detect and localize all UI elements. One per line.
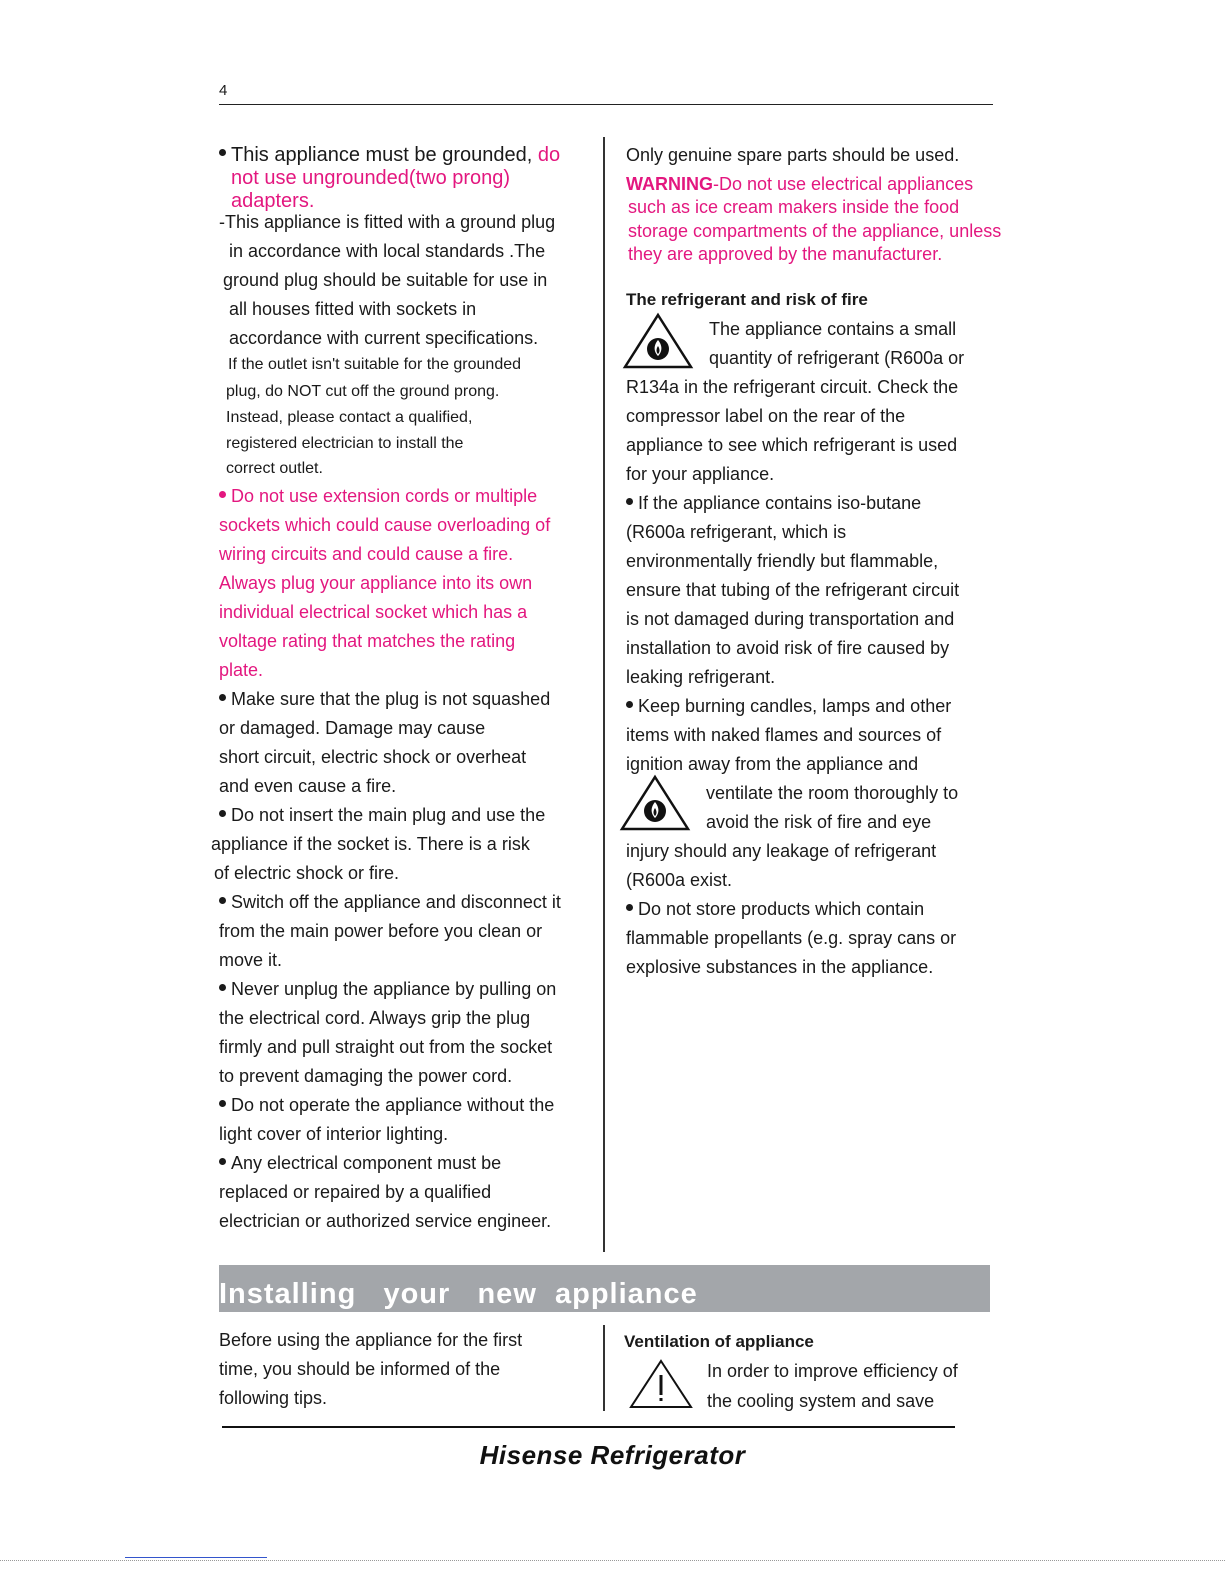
ground-bullet-pink: do bbox=[537, 144, 561, 166]
footer-link-underline bbox=[125, 1557, 267, 1558]
header-rule bbox=[219, 104, 993, 105]
extension-warning-line: Always plug your appliance into its own bbox=[219, 573, 533, 593]
electrical-component-line: electrician or authorized service engineer. bbox=[219, 1211, 552, 1231]
column-divider bbox=[603, 137, 605, 1252]
isobutane-line: ensure that tubing of the refrigerant circuit bbox=[626, 580, 960, 600]
ground-text-line: -This appliance is fitted with a ground plug bbox=[219, 212, 556, 232]
plug-damage-line: short circuit, electric shock or overheat bbox=[219, 747, 527, 767]
warning-line: storage compartments of the appliance, unless bbox=[628, 221, 1002, 241]
flames-line: items with naked flames and sources of bbox=[626, 725, 942, 745]
bullet-icon bbox=[626, 904, 633, 911]
switch-off-line: move it. bbox=[219, 950, 283, 970]
ventilation-line: In order to improve efficiency of bbox=[707, 1361, 958, 1381]
refrigerant-line: appliance to see which refrigerant is used bbox=[626, 435, 958, 455]
warning-line: such as ice cream makers inside the food bbox=[628, 197, 960, 217]
bullet-icon bbox=[219, 984, 226, 991]
ground-text-line: accordance with current specifications. bbox=[229, 328, 539, 348]
unplug-line: to prevent damaging the power cord. bbox=[219, 1066, 513, 1086]
ground-text-line: Instead, please contact a qualified, bbox=[226, 409, 473, 426]
unplug-line: firmly and pull straight out from the socket bbox=[219, 1037, 553, 1057]
refrigerant-line: compressor label on the rear of the bbox=[626, 406, 906, 426]
flames-line: ignition away from the appliance and bbox=[626, 754, 919, 774]
page-number: 4 bbox=[219, 82, 228, 99]
ground-text-line: correct outlet. bbox=[226, 460, 323, 477]
main-plug-line: appliance if the socket is. There is a risk bbox=[211, 834, 530, 854]
ground-bullet-text: This appliance must be grounded, bbox=[231, 144, 538, 166]
ground-bullet-line-3: adapters. bbox=[231, 190, 315, 212]
ventilation-line: the cooling system and save bbox=[707, 1391, 935, 1411]
unplug-line: Never unplug the appliance by pulling on bbox=[219, 978, 556, 1000]
refrigerant-heading: The refrigerant and risk of fire bbox=[626, 290, 868, 309]
ground-bullet-line-2: not use ungrounded(two prong) bbox=[231, 167, 511, 189]
flames-line: Keep burning candles, lamps and other bbox=[626, 695, 951, 717]
flames-icon-line: avoid the risk of fire and eye bbox=[706, 812, 932, 832]
extension-warning-line: plate. bbox=[219, 660, 264, 680]
ground-bullet-line-1 bbox=[219, 144, 560, 166]
ground-text-line: If the outlet isn't suitable for the grounded bbox=[228, 356, 522, 373]
main-plug-line: Do not insert the main plug and use the bbox=[219, 804, 545, 826]
ground-text-line: plug, do NOT cut off the ground prong. bbox=[226, 383, 500, 400]
ground-text-line: in accordance with local standards .The bbox=[229, 241, 546, 261]
ventilation-heading: Ventilation of appliance bbox=[624, 1332, 814, 1351]
extension-warning-line: individual electrical socket which has a bbox=[219, 602, 528, 622]
bullet-icon bbox=[219, 694, 226, 701]
unplug-line: the electrical cord. Always grip the plug bbox=[219, 1008, 531, 1028]
extension-warning-line: Do not use extension cords or multiple bbox=[219, 485, 537, 507]
extension-warning-line: wiring circuits and could cause a fire. bbox=[219, 544, 514, 564]
bullet-icon bbox=[626, 498, 633, 505]
electrical-component-line: replaced or repaired by a qualified bbox=[219, 1182, 492, 1202]
install-intro-line: following tips. bbox=[219, 1388, 328, 1408]
bullet-icon bbox=[626, 701, 633, 708]
isobutane-line: (R600a refrigerant, which is bbox=[626, 522, 847, 542]
isobutane-line: leaking refrigerant. bbox=[626, 667, 776, 687]
isobutane-line: installation to avoid risk of fire caused by bbox=[626, 638, 950, 658]
flames-after-line: (R600a exist. bbox=[626, 870, 733, 890]
propellant-line: flammable propellants (e.g. spray cans or bbox=[626, 928, 957, 948]
ground-text-line: ground plug should be suitable for use in bbox=[223, 270, 548, 290]
section-banner-title: Installing your new appliance bbox=[219, 1278, 698, 1310]
isobutane-line: environmentally friendly but flammable, bbox=[626, 551, 939, 571]
fire-warning-icon bbox=[622, 312, 694, 370]
ground-text-line: all houses fitted with sockets in bbox=[229, 299, 477, 319]
flames-icon-line: ventilate the room thoroughly to bbox=[706, 783, 959, 803]
ground-text-line: registered electrician to install the bbox=[226, 435, 464, 452]
refrigerant-line: for your appliance. bbox=[626, 464, 775, 484]
page-bottom-dotted-rule bbox=[0, 1560, 1225, 1561]
footer-rule bbox=[222, 1426, 955, 1428]
extension-warning-line: sockets which could cause overloading of bbox=[219, 515, 551, 535]
flames-after-line: injury should any leakage of refrigerant bbox=[626, 841, 937, 861]
bullet-icon bbox=[219, 897, 226, 904]
plug-damage-line: and even cause a fire. bbox=[219, 776, 397, 796]
install-intro-line: Before using the appliance for the first bbox=[219, 1330, 523, 1350]
isobutane-line: If the appliance contains iso-butane bbox=[626, 492, 921, 514]
refrigerant-line: R134a in the refrigerant circuit. Check the bbox=[626, 377, 959, 397]
spare-parts-line: Only genuine spare parts should be used. bbox=[626, 145, 960, 165]
switch-off-line: from the main power before you clean or bbox=[219, 921, 543, 941]
refrigerant-icon-line: quantity of refrigerant (R600a or bbox=[709, 348, 965, 368]
propellant-line: explosive substances in the appliance. bbox=[626, 957, 934, 977]
extension-warning-line: voltage rating that matches the rating bbox=[219, 631, 516, 651]
light-cover-line: Do not operate the appliance without the bbox=[219, 1094, 554, 1116]
column-divider bbox=[603, 1325, 605, 1411]
switch-off-line: Switch off the appliance and disconnect it bbox=[219, 891, 561, 913]
caution-icon bbox=[628, 1358, 694, 1410]
plug-damage-line: Make sure that the plug is not squashed bbox=[219, 688, 550, 710]
bullet-icon bbox=[219, 1158, 226, 1165]
brand-footer: Hisense Refrigerator bbox=[479, 1440, 746, 1470]
refrigerant-icon-line: The appliance contains a small bbox=[709, 319, 957, 339]
plug-damage-line: or damaged. Damage may cause bbox=[219, 718, 486, 738]
bullet-icon bbox=[219, 149, 226, 156]
propellant-line: Do not store products which contain bbox=[626, 898, 924, 920]
bullet-icon bbox=[219, 491, 226, 498]
light-cover-line: light cover of interior lighting. bbox=[219, 1124, 449, 1144]
bullet-icon bbox=[219, 1100, 226, 1107]
bullet-icon bbox=[219, 810, 226, 817]
warning-line: they are approved by the manufacturer. bbox=[628, 244, 943, 264]
isobutane-line: is not damaged during transportation and bbox=[626, 609, 955, 629]
main-plug-line: of electric shock or fire. bbox=[214, 863, 400, 883]
warning-line-1: WARNING-Do not use electrical appliances bbox=[626, 174, 974, 194]
fire-warning-icon bbox=[619, 774, 691, 832]
electrical-component-line: Any electrical component must be bbox=[219, 1152, 501, 1174]
install-intro-line: time, you should be informed of the bbox=[219, 1359, 501, 1379]
warning-label: WARNING bbox=[626, 174, 713, 194]
